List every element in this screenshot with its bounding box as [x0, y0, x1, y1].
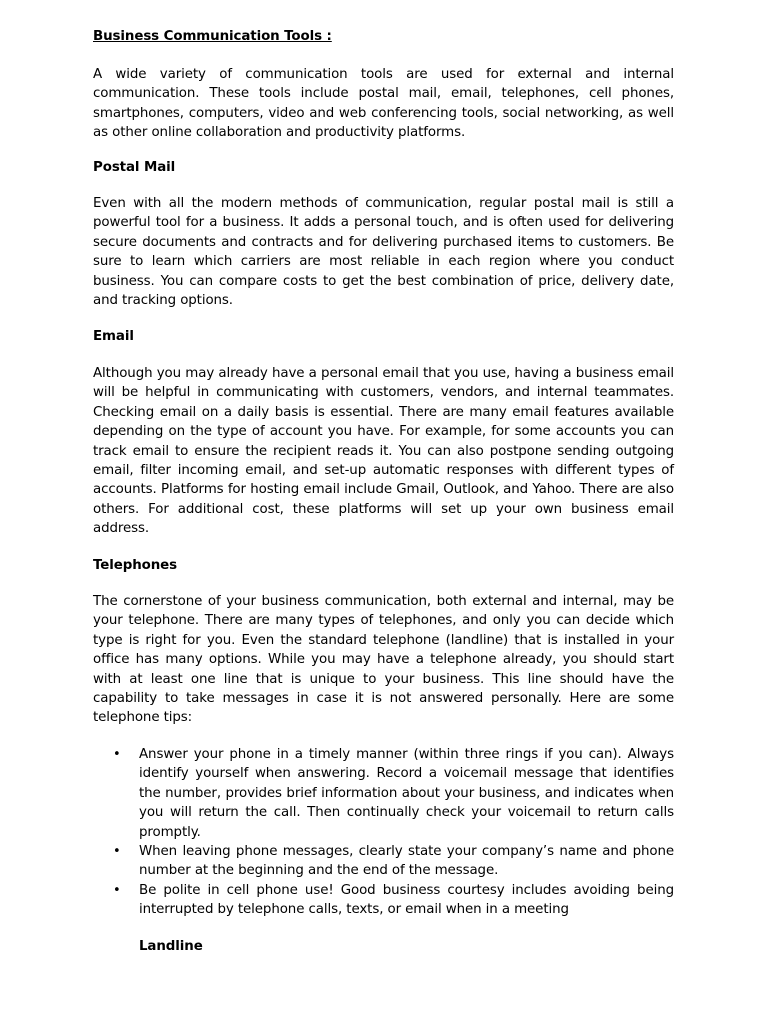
document-title: Business Communication Tools : [93, 29, 332, 44]
intro-paragraph: A wide variety of communication tools are used for external and internal communication. These tools include postal mail, email, telephones, cell phones, smartphones, computers, video and web conferencing tools, social networking, as well as other online collaboration and productivity platforms. [93, 67, 674, 141]
postal-mail-paragraph: Even with all the modern methods of communication, regular postal mail is still a powerful tool for a business. It adds a personal touch, and is often used for delivering secure documents and contracts and for delivering purchased items to customers. Be sure to learn which carriers are most reliable in each region where you conduct business. You can compare costs to get the best combination of price, delivery date, and tracking options. [93, 196, 674, 309]
telephones-heading: Telephones [93, 558, 178, 573]
list-item [93, 881, 674, 920]
landline-heading: Landline [139, 939, 203, 954]
tip-text: When leaving phone messages, clearly state your company’s name and phone number at the beginning and the end of the message. [139, 844, 674, 879]
list-item [93, 842, 674, 881]
email-heading: Email [93, 329, 134, 344]
bullet-icon: • [113, 844, 121, 860]
list-item [93, 745, 674, 842]
tip-text: Answer your phone in a timely manner (within three rings if you can). Always identify yourself when answering. Record a voicemail message that identifies the number, provides brief information about your business, and indicates when you will return the call. Then continually check your voicemail to return calls promptly. [139, 747, 674, 840]
bullet-icon: • [113, 882, 121, 898]
bullet-icon: • [113, 747, 121, 762]
telephone-tips-list [93, 745, 674, 920]
telephones-paragraph: The cornerstone of your business communication, both external and internal, may be your telephone. There are many types of telephones, and only you can decide which type is right for you. Even the standard telephone (landline) that is installed in your office has many options. While you may have a telephone already, you should start with at least one line that is unique to your business. This line should have the capability to take messages in case it is not answered personally. Here are some telephone tips: [93, 594, 674, 726]
email-paragraph: Although you may already have a personal email that you use, having a business email will be helpful in communicating with customers, vendors, and internal teammates. Checking email on a daily basis is essential. There are many email features available depending on the type of account you have. For example, for some accounts you can track email to ensure the recipient reads it. You can also postpone sending outgoing email, filter incoming email, and set-up automatic responses with different types of accounts. Platforms for hosting email include Gmail, Outlook, and Yahoo. There are also others. For additional cost, these platforms will set up your own business email address. [93, 366, 674, 537]
tip-text: Be polite in cell phone use! Good business courtesy includes avoiding being interrupted by telephone calls, texts, or email when in a meeting [139, 882, 674, 918]
postal-mail-heading: Postal Mail [93, 160, 176, 175]
